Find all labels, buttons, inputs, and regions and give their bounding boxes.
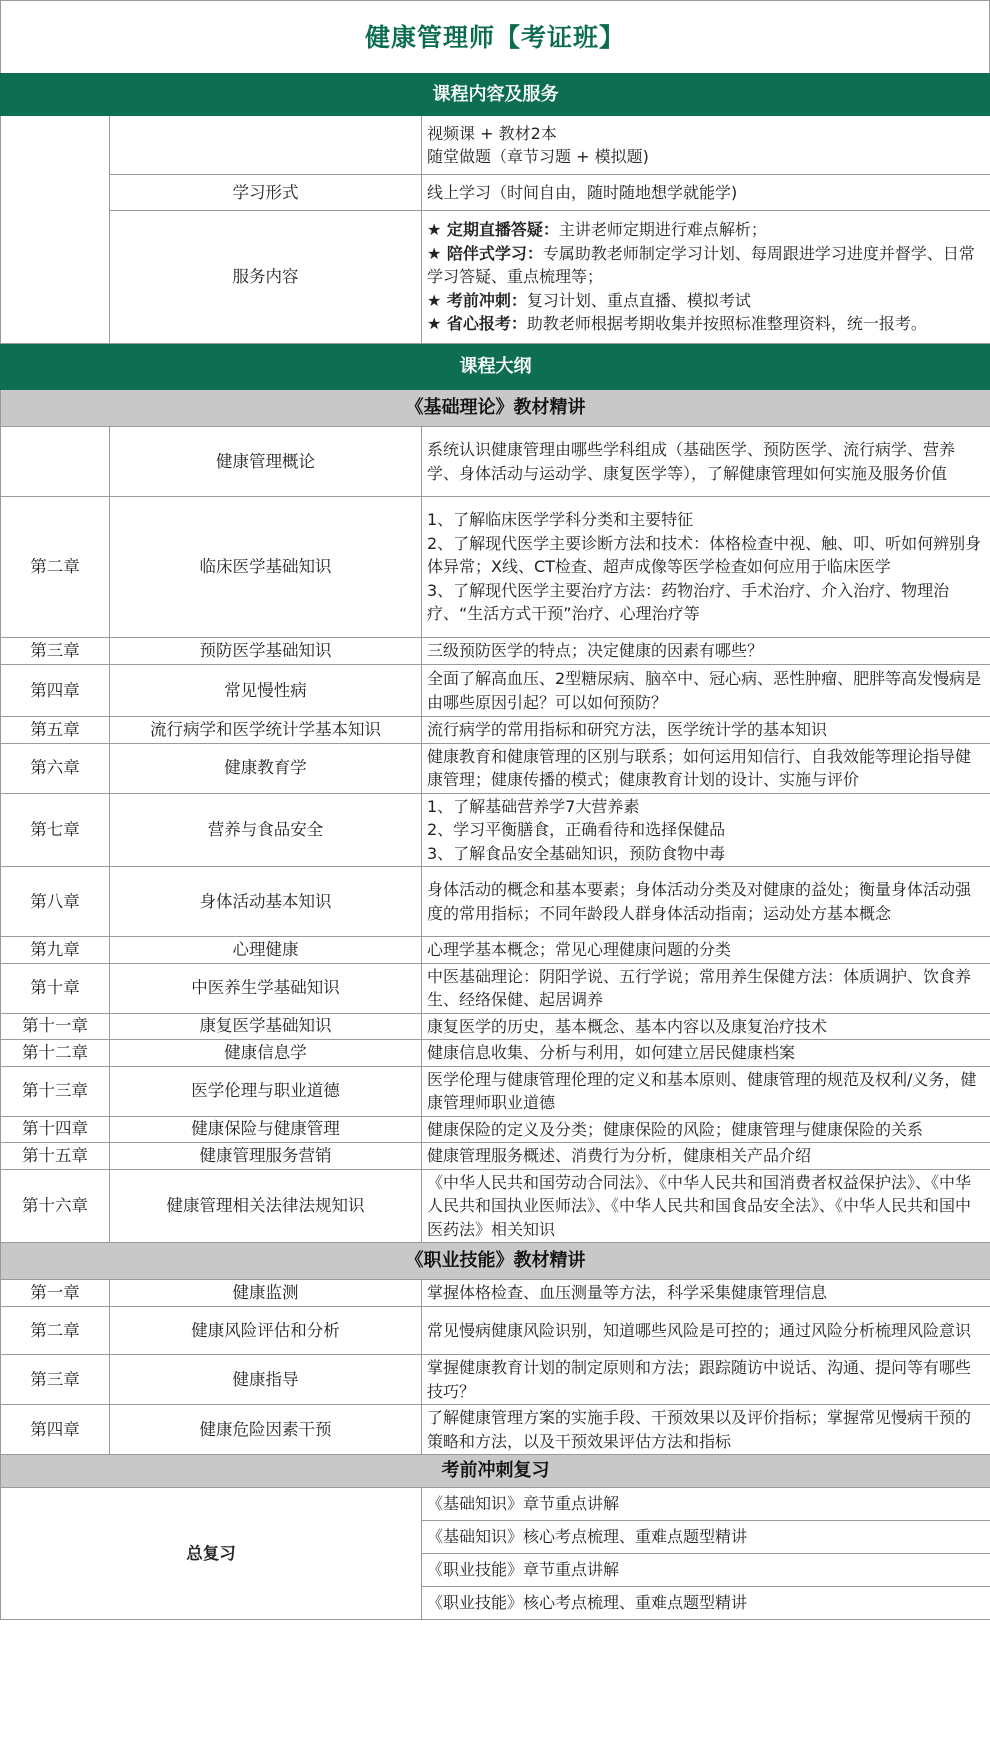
service-item-key: ★ 陪伴式学习： — [427, 243, 543, 263]
desc-line: 健康教育和健康管理的区别与联系；如何运用知信行、自我效能等理论指导健康管理；健康传播的模式；健康教育计划的设计、实施与评价 — [427, 746, 972, 789]
service-items-cell — [422, 211, 990, 344]
basic-theory-chapter-row — [1, 963, 990, 1013]
chapter-name: 身体活动基本知识 — [110, 867, 422, 937]
course-table — [0, 73, 990, 1620]
desc-line: 健康保险的定义及分类；健康保险的风险；健康管理与健康保险的关系 — [427, 1119, 924, 1139]
service-item-text: 助教老师根据考期收集并按照标准整理资料，统一报考。 — [526, 314, 927, 334]
chapter-description — [422, 743, 990, 793]
chapter-description — [422, 963, 990, 1013]
chapter-description — [422, 1280, 990, 1307]
desc-line: 了解健康管理方案的实施手段、干预效果以及评价指标；掌握常见慢病干预的策略和方法，以及干预效果评估方法和指标 — [427, 1408, 972, 1451]
desc-line: 健康信息收集、分析与利用，如何建立居民健康档案 — [427, 1043, 796, 1062]
basic-theory-chapter-row — [1, 427, 990, 497]
desc-line: 1、了解基础营养学7大营养素 — [427, 796, 640, 816]
chapter-name: 康复医学基础知识 — [110, 1013, 422, 1040]
desc-line: 流行病学的常用指标和研究方法，医学统计学的基本知识 — [427, 720, 828, 739]
chapter-number: 第六章 — [1, 743, 110, 793]
service-item-text: 复习计划、重点直播、模拟考试 — [526, 290, 751, 310]
skills-chapter-row — [1, 1355, 990, 1405]
chapter-name: 临床医学基础知识 — [110, 497, 422, 638]
chapter-number: 第十三章 — [1, 1066, 110, 1116]
chapter-description — [422, 1355, 990, 1405]
chapter-name: 健康管理概论 — [110, 427, 422, 497]
chapter-description — [422, 1307, 990, 1355]
basic-theory-chapter-row — [1, 867, 990, 937]
chapter-number: 第十二章 — [1, 1040, 110, 1067]
chapter-description — [422, 1116, 990, 1143]
chapter-name: 健康监测 — [110, 1280, 422, 1307]
chapter-number: 第八章 — [1, 867, 110, 937]
basic-theory-chapter-row — [1, 1143, 990, 1170]
review-item: 《职业技能》核心考点梳理、重难点题型精讲 — [422, 1587, 990, 1620]
review-row — [1, 1488, 990, 1521]
service-row-study-mode — [1, 175, 990, 211]
desc-line: 身体活动的概念和基本要素；身体活动分类及对健康的益处；衡量身体活动强度的常用指标；不同年龄段人群身体活动指南；运动处方基本概念 — [427, 880, 972, 923]
service-item — [427, 242, 986, 289]
desc-line: 中医基础理论：阴阳学说、五行学说；常用养生保健方法：体质调护、饮食养生、经络保健、起居调养 — [427, 966, 972, 1009]
review-item: 《职业技能》章节重点讲解 — [422, 1554, 990, 1587]
basic-theory-chapter-row — [1, 665, 990, 717]
desc-line: 常见慢病健康风险识别，知道哪些风险是可控的；通过风险分析梳理风险意识 — [427, 1320, 972, 1340]
service-row-label — [110, 116, 422, 175]
service-item-key: ★ 定期直播答疑： — [427, 220, 559, 240]
service-row-materials — [1, 116, 990, 175]
chapter-name: 健康管理服务营销 — [110, 1143, 422, 1170]
chapter-description — [422, 638, 990, 665]
chapter-number: 第十一章 — [1, 1013, 110, 1040]
review-label: 总复习 — [1, 1488, 422, 1620]
service-header-cell: 课程内容及服务 — [1, 74, 990, 116]
service-row-label: 服务内容 — [110, 211, 422, 344]
basic-theory-chapter-row — [1, 793, 990, 867]
review-item: 《基础知识》章节重点讲解 — [422, 1488, 990, 1521]
chapter-description — [422, 1066, 990, 1116]
outline-header-cell: 课程大纲 — [1, 344, 990, 390]
chapter-name: 健康危险因素干预 — [110, 1405, 422, 1455]
service-item-text: 主讲老师定期进行难点解析； — [558, 220, 767, 240]
chapter-description — [422, 1040, 990, 1067]
desc-line: 2、学习平衡膳食，正确看待和选择保健品 — [427, 820, 726, 839]
skills-chapter-row — [1, 1307, 990, 1355]
basic-theory-chapter-row — [1, 1040, 990, 1067]
chapter-description — [422, 665, 990, 717]
desc-line: 3、了解现代医学主要治疗方法：药物治疗、手术治疗、介入治疗、物理治疗、“生活方式干预”治疗、心理治疗等 — [427, 580, 950, 624]
skills-header-cell: 《职业技能》教材精讲 — [1, 1243, 990, 1280]
desc-line: 《中华人民共和国劳动合同法》、《中华人民共和国消费者权益保护法》、《中华人民共和国执业医师法》、《中华人民共和国食品安全法》、《中华人民共和国中医药法》相关知识 — [427, 1172, 972, 1239]
skills-chapter-row — [1, 1405, 990, 1455]
service-line: 随堂做题（章节习题 + 模拟题) — [427, 147, 649, 166]
chapter-name: 健康管理相关法律法规知识 — [110, 1169, 422, 1243]
chapter-number: 第四章 — [1, 665, 110, 717]
chapter-name: 健康信息学 — [110, 1040, 422, 1067]
chapter-number: 第十章 — [1, 963, 110, 1013]
desc-line: 全面了解高血压、2型糖尿病、脑卒中、冠心病、恶性肿瘤、肥胖等高发慢病是由哪些原因引起？可以如何预防？ — [427, 669, 982, 712]
chapter-number: 第五章 — [1, 717, 110, 744]
service-item — [427, 289, 986, 313]
basic-theory-chapter-row — [1, 497, 990, 638]
chapter-name: 心理健康 — [110, 937, 422, 964]
chapter-number: 第九章 — [1, 937, 110, 964]
chapter-number: 第二章 — [1, 1307, 110, 1355]
skills-header — [1, 1243, 990, 1280]
chapter-description — [422, 427, 990, 497]
desc-line: 掌握体格检查、血压测量等方法，科学采集健康管理信息 — [427, 1283, 828, 1303]
chapter-number: 第四章 — [1, 1405, 110, 1455]
chapter-name: 医学伦理与职业道德 — [110, 1066, 422, 1116]
basic-theory-chapter-row — [1, 638, 990, 665]
chapter-description — [422, 717, 990, 744]
chapter-name: 流行病学和医学统计学基本知识 — [110, 717, 422, 744]
service-section-header — [1, 74, 990, 116]
course-table-body — [1, 74, 990, 1620]
basic-theory-chapter-row — [1, 1013, 990, 1040]
service-item — [427, 312, 986, 336]
chapter-description — [422, 867, 990, 937]
service-row-value: 线上学习（时间自由，随时随地想学就能学) — [422, 175, 990, 211]
chapter-name: 健康风险评估和分析 — [110, 1307, 422, 1355]
basic-theory-chapter-row — [1, 743, 990, 793]
chapter-description — [422, 1405, 990, 1455]
basic-theory-header-cell: 《基础理论》教材精讲 — [1, 390, 990, 427]
desc-line: 2、了解现代医学主要诊断方法和技术：体格检查中视、触、叩、听如何辨别身体异常；X线、CT检查、超声成像等医学检查如何应用于临床医学 — [427, 533, 982, 577]
chapter-description — [422, 937, 990, 964]
chapter-name: 预防医学基础知识 — [110, 638, 422, 665]
chapter-description — [422, 793, 990, 867]
service-row-value — [422, 116, 990, 175]
basic-theory-header — [1, 390, 990, 427]
chapter-number: 第二章 — [1, 497, 110, 638]
basic-theory-chapter-row — [1, 717, 990, 744]
chapter-number: 第三章 — [1, 638, 110, 665]
chapter-number: 第十六章 — [1, 1169, 110, 1243]
outline-header — [1, 344, 990, 390]
basic-theory-chapter-row — [1, 1066, 990, 1116]
chapter-description — [422, 1169, 990, 1243]
service-item — [427, 218, 986, 242]
basic-theory-chapter-row — [1, 1169, 990, 1243]
service-row-service-content — [1, 211, 990, 344]
review-header — [1, 1455, 990, 1488]
skills-chapter-row — [1, 1280, 990, 1307]
chapter-name: 健康保险与健康管理 — [110, 1116, 422, 1143]
chapter-number: 第三章 — [1, 1355, 110, 1405]
page-title: 健康管理师【考证班】 — [0, 0, 990, 73]
chapter-description — [422, 497, 990, 638]
service-item-key: ★ 考前冲刺： — [427, 290, 527, 310]
chapter-name: 健康教育学 — [110, 743, 422, 793]
chapter-number: 第十五章 — [1, 1143, 110, 1170]
chapter-number — [1, 427, 110, 497]
desc-line: 3、了解食品安全基础知识，预防食物中毒 — [427, 843, 726, 863]
basic-theory-chapter-row — [1, 937, 990, 964]
desc-line: 1、了解临床医学学科分类和主要特征 — [427, 510, 694, 530]
desc-line: 掌握健康教育计划的制定原则和方法；跟踪随访中说话、沟通、提问等有哪些技巧？ — [427, 1358, 972, 1401]
chapter-name: 营养与食品安全 — [110, 793, 422, 867]
chapter-name: 常见慢性病 — [110, 665, 422, 717]
chapter-number: 第七章 — [1, 793, 110, 867]
service-item-key: ★ 省心报考： — [427, 314, 527, 334]
service-row-label: 学习形式 — [110, 175, 422, 211]
review-item: 《基础知识》核心考点梳理、重难点题型精讲 — [422, 1521, 990, 1554]
desc-line: 心理学基本概念；常见心理健康问题的分类 — [427, 940, 732, 959]
desc-line: 康复医学的历史，基本概念、基本内容以及康复治疗技术 — [427, 1016, 828, 1036]
chapter-number: 第十四章 — [1, 1116, 110, 1143]
desc-line: 医学伦理与健康管理伦理的定义和基本原则、健康管理的规范及权利/义务，健康管理师职业道德 — [427, 1069, 977, 1112]
basic-theory-chapter-row — [1, 1116, 990, 1143]
chapter-number: 第一章 — [1, 1280, 110, 1307]
service-left-blank-cell — [1, 116, 110, 344]
chapter-description — [422, 1143, 990, 1170]
service-item-text: 专属助教老师制定学习计划、每周跟进学习进度并督学、日常学习答疑、重点梳理等； — [427, 243, 975, 287]
desc-line: 系统认识健康管理由哪些学科组成（基础医学、预防医学、流行病学、营养学、身体活动与运动学、康复医学等），了解健康管理如何实施及服务价值 — [427, 440, 956, 483]
desc-line: 健康管理服务概述、消费行为分析，健康相关产品介绍 — [427, 1146, 812, 1165]
service-line: 视频课 + 教材2本 — [427, 123, 557, 143]
desc-line: 三级预防医学的特点；决定健康的因素有哪些？ — [427, 641, 764, 661]
review-header-cell: 考前冲刺复习 — [1, 1455, 990, 1488]
chapter-description — [422, 1013, 990, 1040]
chapter-name: 健康指导 — [110, 1355, 422, 1405]
chapter-name: 中医养生学基础知识 — [110, 963, 422, 1013]
